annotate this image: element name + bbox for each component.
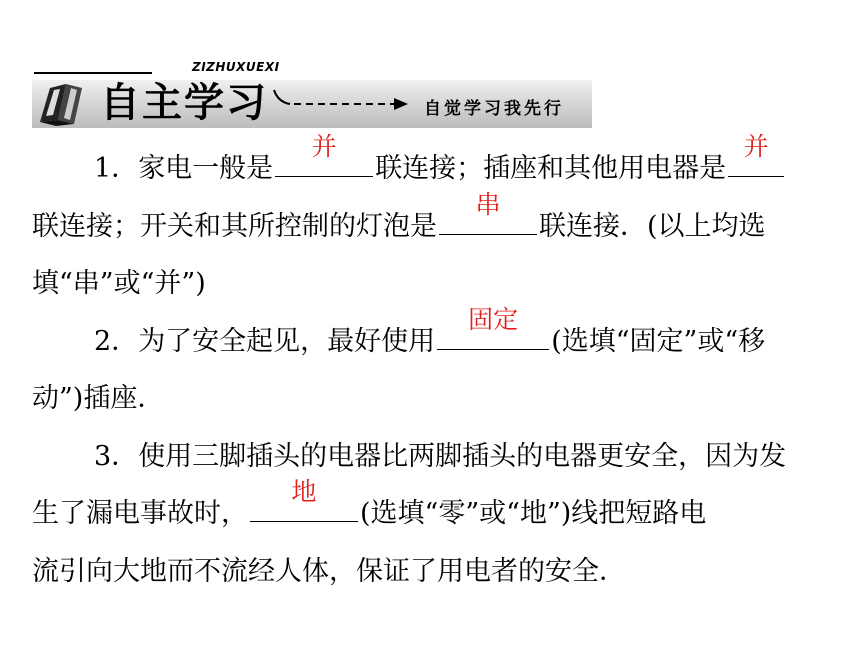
- section-header: [32, 56, 592, 136]
- header-top-line: [34, 72, 152, 74]
- question-number: 1．: [94, 153, 139, 184]
- answer-text: 固定: [468, 304, 519, 334]
- answer-text: 串: [475, 189, 501, 219]
- question-text: 为了安全起见，最好使用: [138, 325, 436, 357]
- answer-blank: [728, 132, 784, 177]
- question-3-line-2: [32, 477, 852, 543]
- question-2-line-2: 动”)插座．: [32, 383, 165, 414]
- answer-text: 地: [291, 477, 317, 506]
- question-1-line-2: [32, 189, 852, 256]
- question-3-line-3: 流引向大地而不流经人体，保证了用电者的安全．: [32, 555, 626, 587]
- question-text: (选填“固定”或“移: [551, 325, 766, 357]
- answer-text: 并: [311, 132, 337, 161]
- header-slogan: 自觉学习我先行: [424, 99, 564, 119]
- answer-blank: [250, 477, 358, 522]
- question-text: 家电一般是: [138, 153, 274, 184]
- question-text: 联连接；插座和其他用电器是: [375, 153, 727, 184]
- question-content: [32, 132, 852, 600]
- question-number: 2．: [94, 325, 139, 357]
- answer-blank: [437, 304, 549, 350]
- question-1-line-3: 填“串”或“并”): [32, 268, 206, 299]
- question-text: 使用三脚插头的电器比两脚插头的电器更安全，因为发: [138, 440, 787, 472]
- answer-blank: [275, 132, 373, 177]
- answer-blank: [439, 189, 537, 235]
- question-text: 联连接．(以上均选: [539, 210, 766, 242]
- question-3-line-1: [32, 428, 852, 486]
- book-icon: [36, 78, 96, 130]
- question-text: (选填“零”或“地”)线把短路电: [360, 498, 707, 529]
- question-2-line-1: [32, 304, 852, 371]
- question-text: 生了漏电事故时，: [32, 498, 248, 529]
- answer-text: 并: [743, 132, 769, 161]
- header-pinyin: ZIZHUXUEXI: [192, 60, 280, 74]
- question-text: 联连接；开关和其所控制的灯泡是: [32, 210, 437, 242]
- section-title: 自主学习: [100, 80, 268, 126]
- question-number: 3．: [94, 440, 139, 472]
- dashed-arrow-icon: [272, 86, 412, 116]
